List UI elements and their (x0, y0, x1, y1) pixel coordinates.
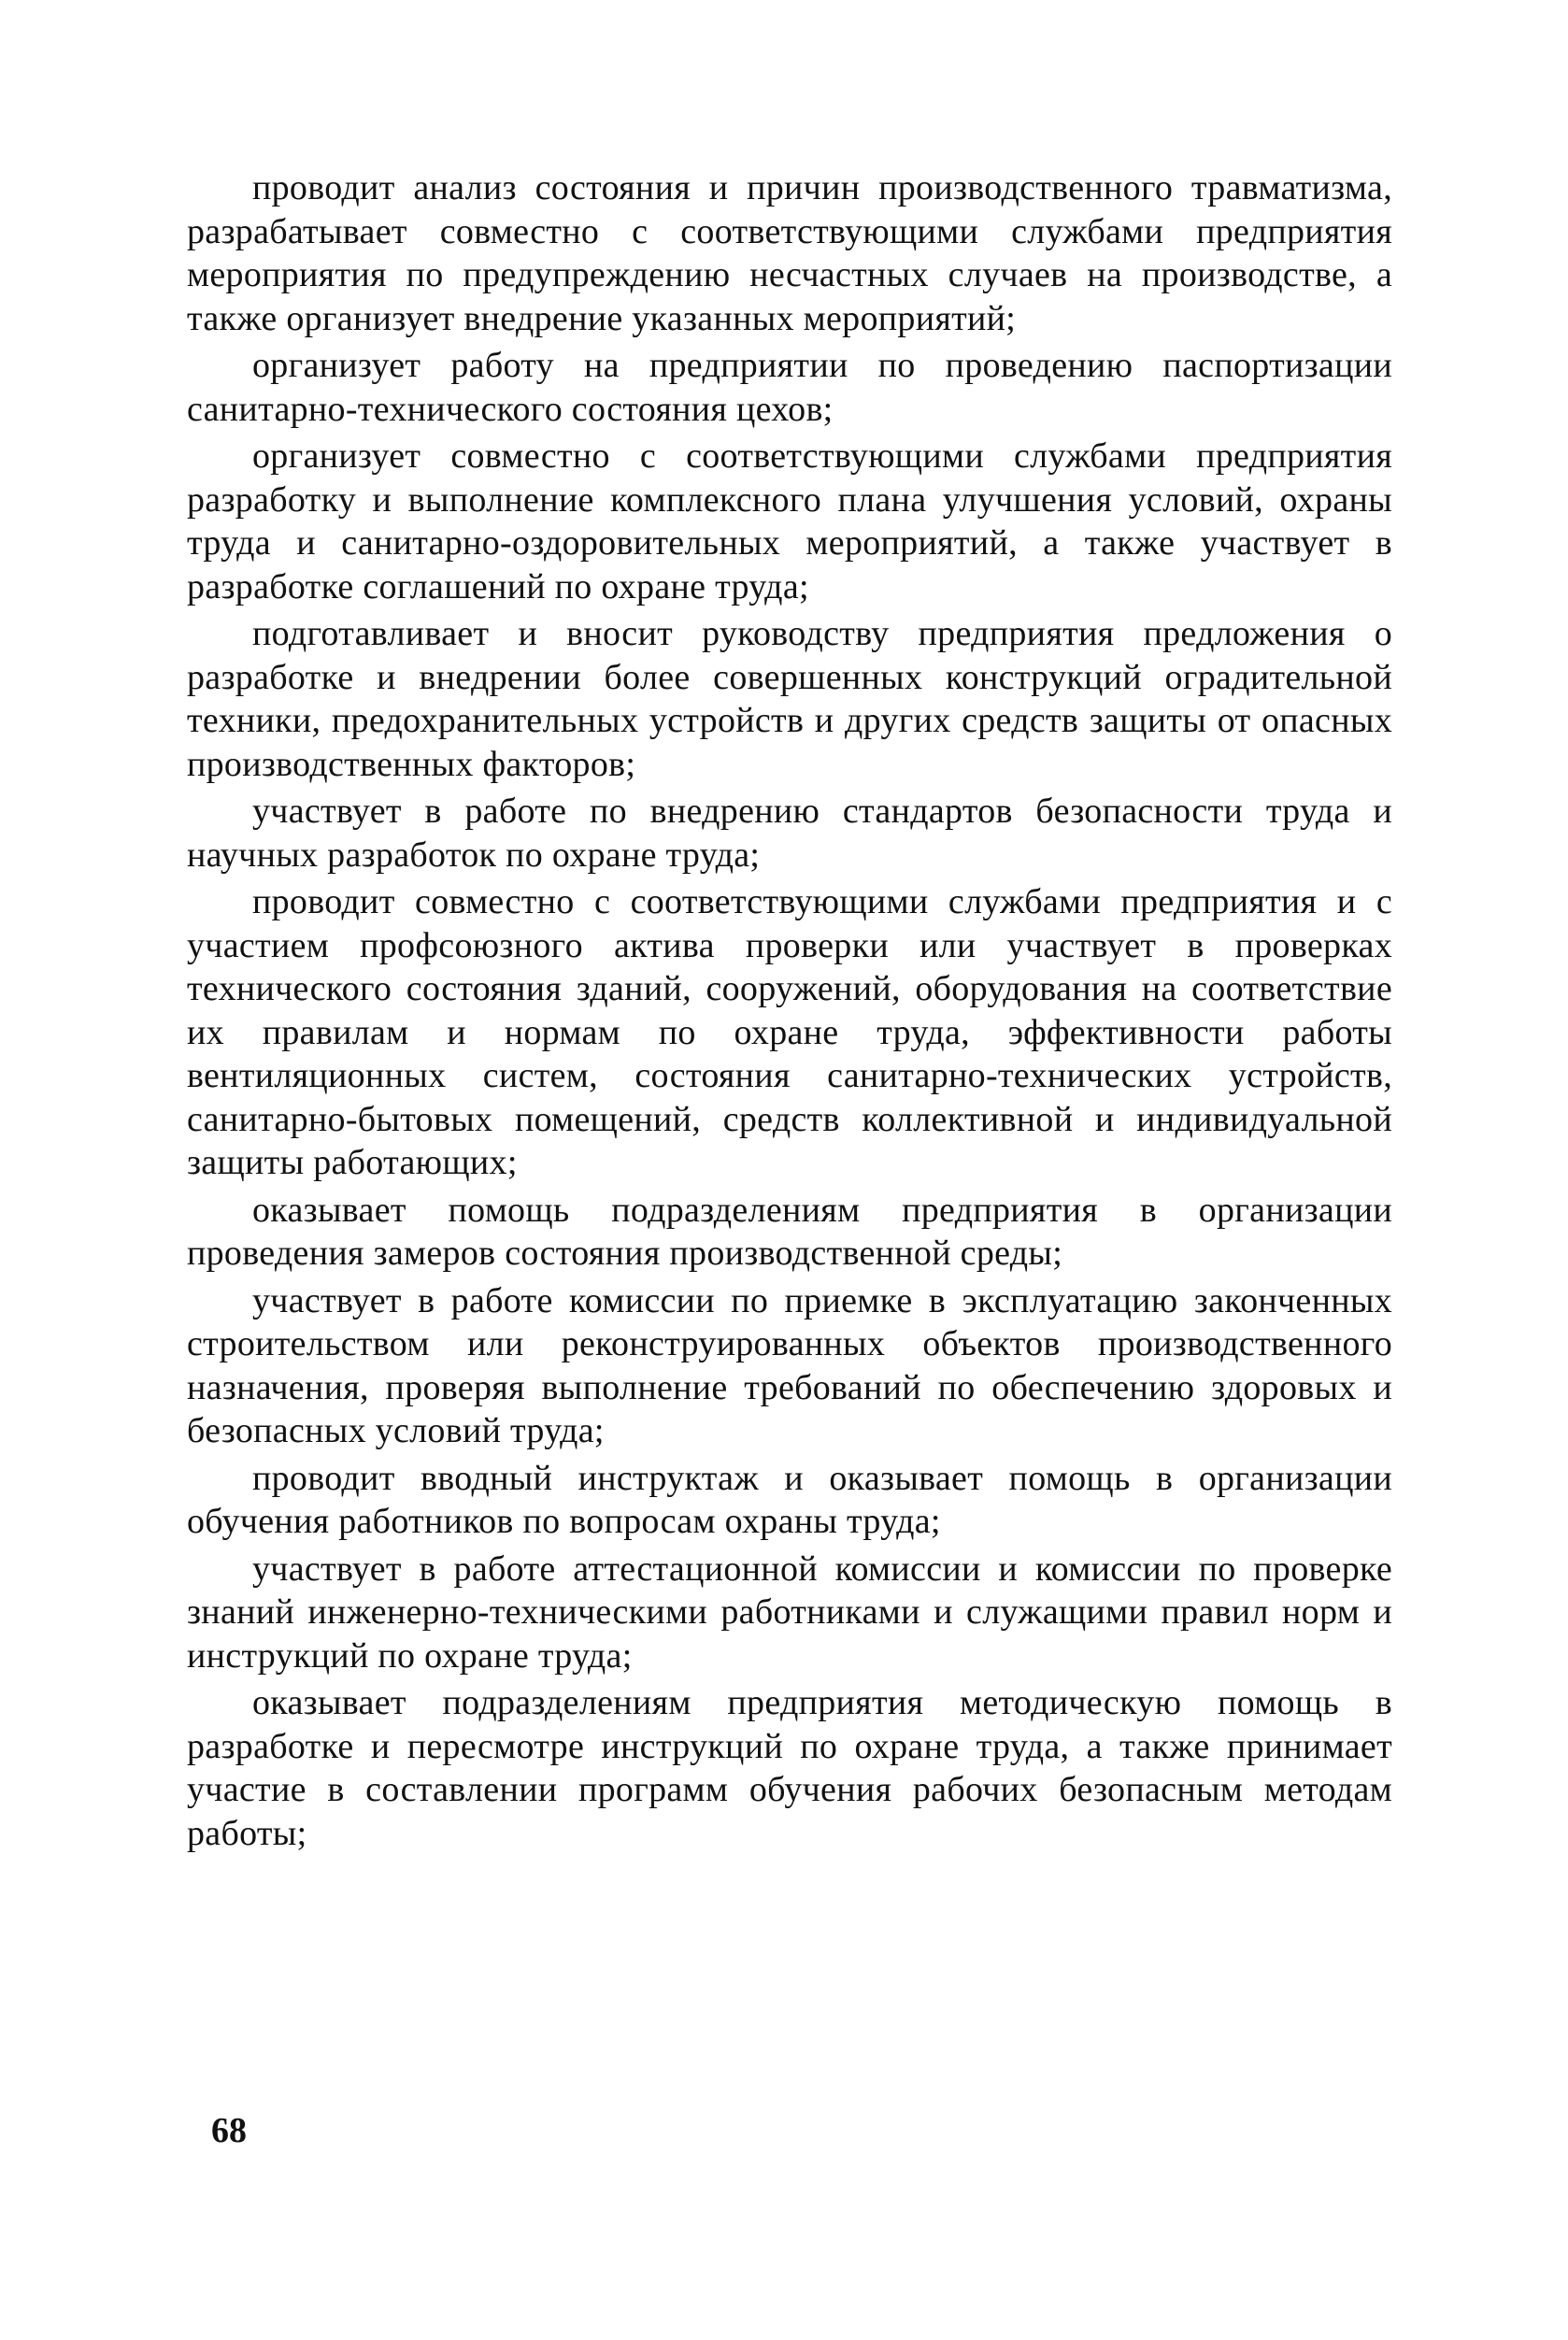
paragraph-9: проводит вводный инструктаж и оказывает помощь в организации обучения работников по вопросам охраны труда; (187, 1458, 1392, 1541)
paragraph-8: участвует в работе комиссии по приемке в эксплуатацию законченных строительством или реконструированных объектов производственного назначения, проверяя выполнение требований по обеспечению здоровых и безопасных условий труда; (187, 1280, 1392, 1450)
paragraph-3: организует совместно с соответствующими службами предприятия разработку и выполнение комплексного плана улучшения условий, охраны труда и санитарно-оздоровительных мероприятий, а также участвует в разработке соглашений по охране труда; (187, 436, 1392, 606)
paragraph-4: подготавливает и вносит руководству предприятия предложения о разработке и внедрении более совершенных конструкций оградительной техники, предохранительных устройств и других средств защиты от опасных производственных факторов; (187, 614, 1392, 784)
paragraph-2: организует работу на предприятии по проведению паспортизации санитарно-технического состояния цехов; (187, 346, 1392, 429)
page-number: 68 (211, 2111, 247, 2150)
paragraph-7: оказывает помощь подразделениям предприятия в организации проведения замеров состояния производственной среды; (187, 1190, 1392, 1273)
paragraph-6: проводит совместно с соответствующими службами предприятия и с участием профсоюзного актива проверки или участвует в проверках технического состояния зданий, сооружений, оборудования на соответствие их правилам и нормам по охране труда, эффективности работы вентиляционных систем, состояния санитарно-технических устройств, санитарно-бытовых помещений, средств коллективной и индивидуальной защиты работающих; (187, 882, 1392, 1182)
body-text (187, 166, 1392, 1859)
paragraph-1: проводит анализ состояния и причин производственного травматизма, разрабатывает совместно с соответствующими службами предприятия мероприятия по предупреждению несчастных случаев на производстве, а также организует внедрение указанных мероприятий; (187, 168, 1392, 338)
paragraph-10: участвует в работе аттестационной комиссии и комиссии по проверке знаний инженерно-техническими работниками и служащими правил норм и инструкций по охране труда; (187, 1548, 1392, 1676)
paragraph-5: участвует в работе по внедрению стандартов безопасности труда и научных разработок по охране труда; (187, 792, 1392, 875)
paragraph-11: оказывает подразделениям предприятия методическую помощь в разработке и пересмотре инструкций по охране труда, а также принимает участие в составлении программ обучения рабочих безопасным методам работы; (187, 1683, 1392, 1853)
